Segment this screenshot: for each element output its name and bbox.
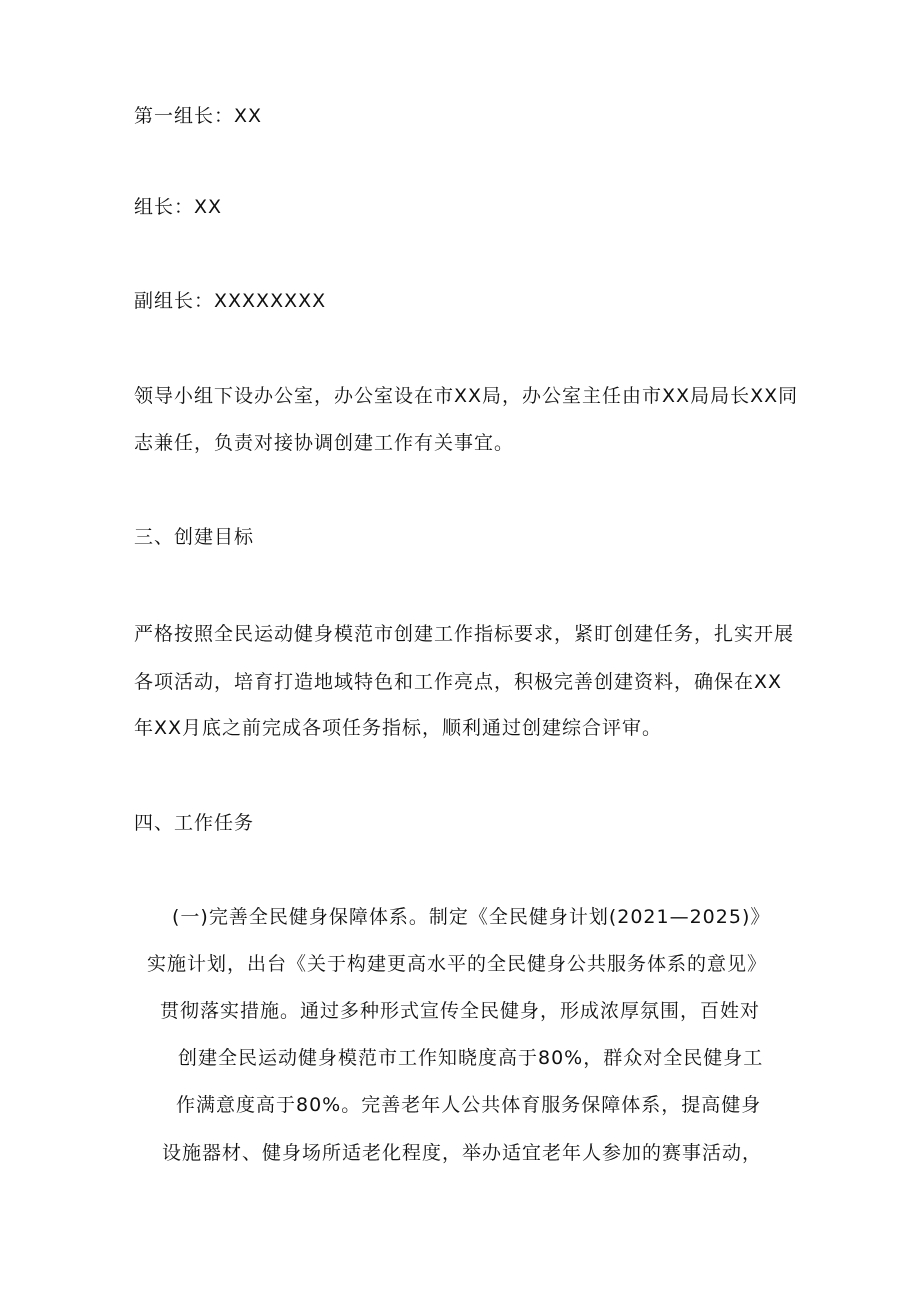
office-paragraph-line-2: 志兼任，负责对接协调创建工作有关事宜。 — [134, 432, 515, 454]
task-1-paragraph-line-2: 实施计划，出台《关于构建更高水平的全民健身公共服务体系的意见》 — [147, 953, 768, 975]
task-1-paragraph-line-4: 创建全民运动健身模范市工作知晓度高于80%，群众对全民健身工 — [178, 1047, 764, 1069]
leader-deputy-head: 副组长：XXXXXXXX — [134, 290, 327, 312]
task-1-paragraph-line-6: 设施器材、健身场所适老化程度，举办适宜老年人参加的赛事活动， — [162, 1142, 763, 1164]
task-1-paragraph-line-3: 贯彻落实措施。通过多种形式宣传全民健身，形成浓厚氛围，百姓对 — [160, 1000, 761, 1022]
goal-paragraph-line-3: 年XX月底之前完成各项任务指标，顺利通过创建综合评审。 — [134, 717, 663, 739]
leader-first-group-head: 第一组长：XX — [134, 105, 263, 127]
section-4-heading: 四、工作任务 — [134, 812, 255, 834]
task-1-paragraph-line-1: (一)完善全民健身保障体系。制定《全民健身计划(2021—2025)》 — [172, 906, 771, 928]
leader-group-head: 组长：XX — [134, 196, 223, 218]
section-3-heading: 三、创建目标 — [134, 526, 255, 548]
task-1-paragraph-line-5: 作满意度高于80%。完善老年人公共体育服务保障体系，提高健身 — [176, 1094, 762, 1116]
goal-paragraph-line-1: 严格按照全民运动健身模范市创建工作指标要求，紧盯创建任务，扎实开展 — [134, 623, 795, 645]
goal-paragraph-line-2: 各项活动，培育打造地域特色和工作亮点，积极完善创建资料，确保在XX — [134, 671, 783, 693]
office-paragraph-line-1: 领导小组下设办公室，办公室设在市XX局，办公室主任由市XX局局长XX同 — [134, 385, 799, 407]
